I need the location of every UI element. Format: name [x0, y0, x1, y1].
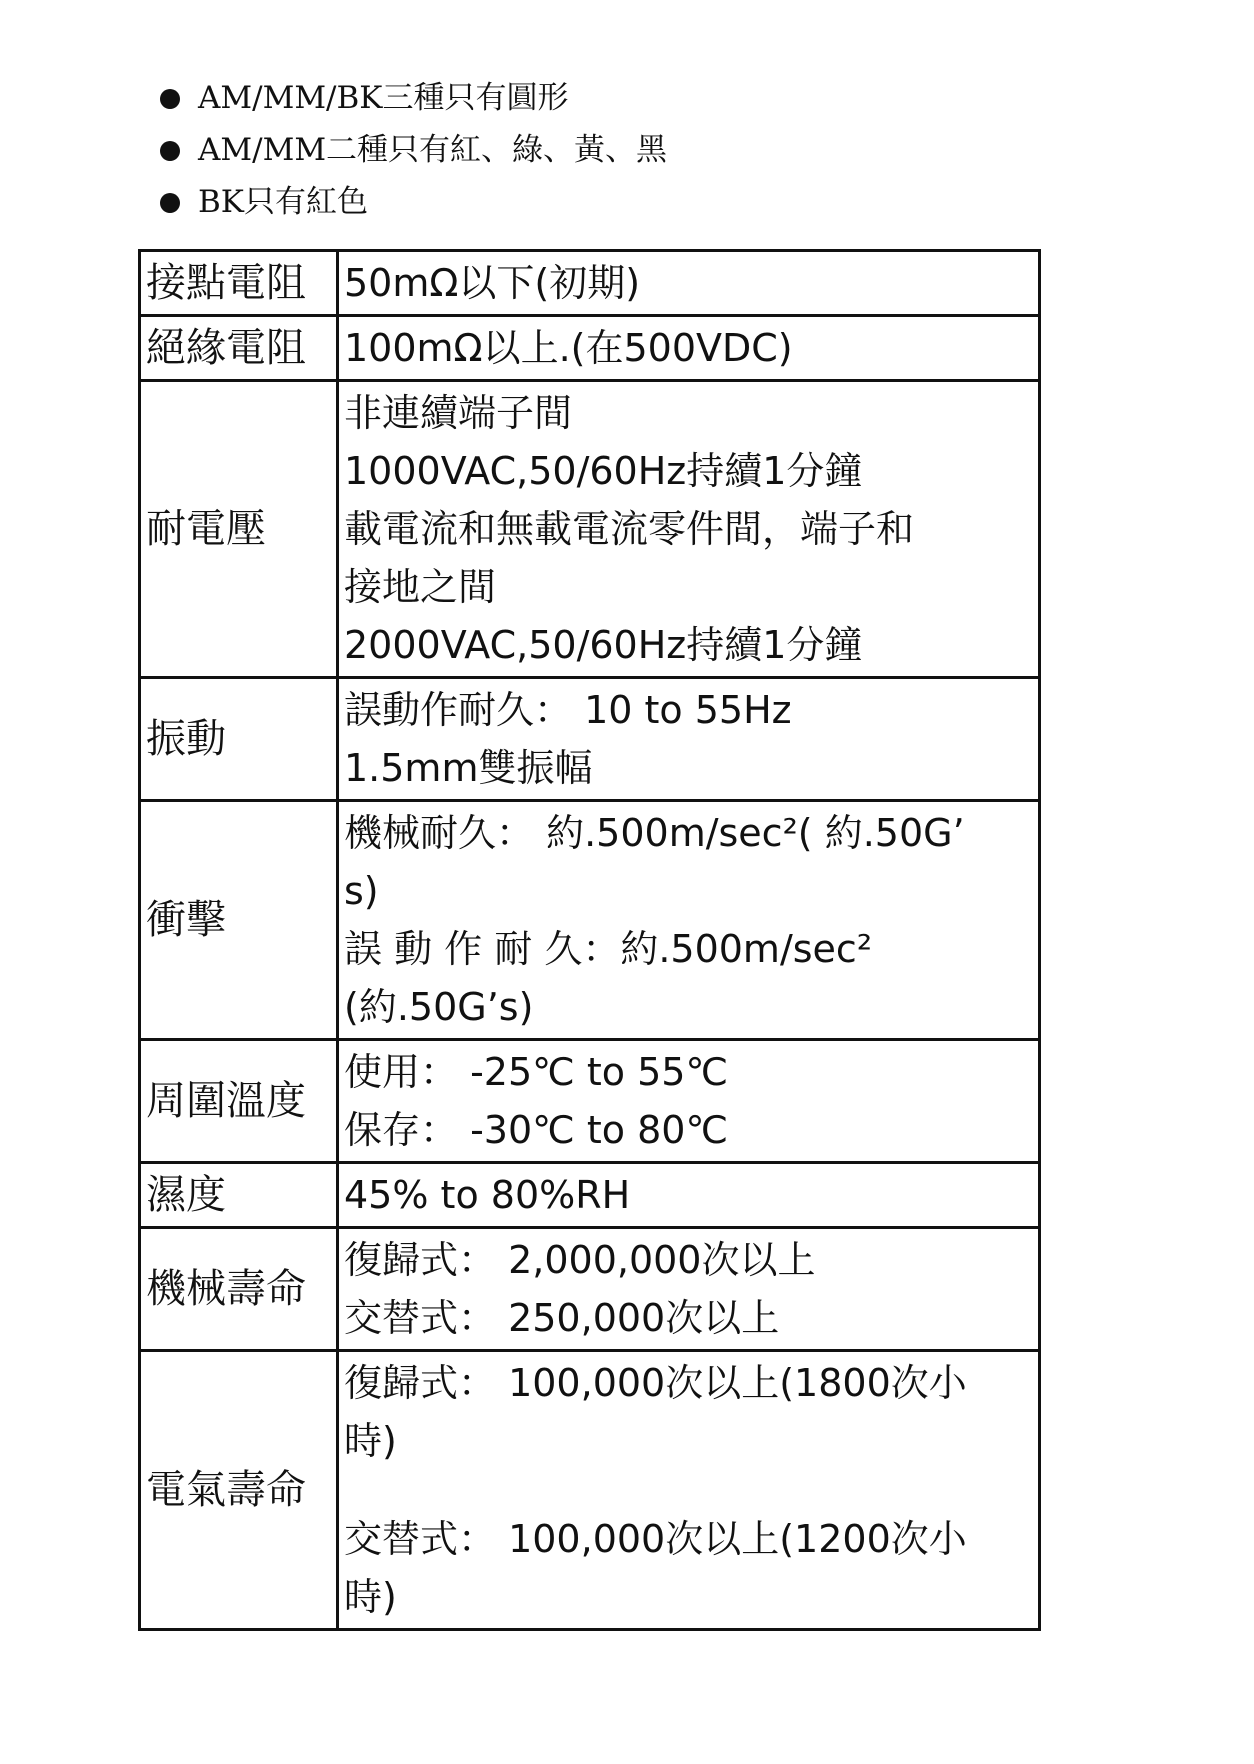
value-line: 1.5mm雙振幅	[344, 746, 593, 790]
row-label: 電氣壽命	[140, 1351, 338, 1630]
value-line: 載電流和無載電流零件間，端子和	[344, 507, 915, 551]
value-line: 復歸式： 100,000次以上(1800次小	[344, 1361, 967, 1405]
row-value	[338, 251, 1040, 316]
row-label: 周圍溫度	[140, 1040, 338, 1163]
table-row-electrical-life	[140, 1351, 1040, 1630]
table-row-ambient-temperature	[140, 1040, 1040, 1163]
bullet-item	[160, 130, 667, 182]
value-line: 時)	[344, 1575, 397, 1619]
row-label: 耐電壓	[140, 381, 338, 678]
value-line: 保存： -30℃ to 80℃	[344, 1108, 729, 1152]
bullet-text: BK只有紅色	[198, 184, 368, 220]
value-line: s)	[344, 869, 379, 913]
table-row-vibration	[140, 678, 1040, 801]
table-row-humidity	[140, 1163, 1040, 1228]
bullet-text: AM/MM/BK三種只有圓形	[198, 80, 569, 116]
row-value	[338, 1228, 1040, 1351]
table-row-mechanical-life	[140, 1228, 1040, 1351]
table-row-withstand-voltage	[140, 381, 1040, 678]
row-value	[338, 1163, 1040, 1228]
value-line: 誤 動 作 耐 久：約.500m/sec²	[344, 927, 873, 971]
value-line: 45% to 80%RH	[344, 1173, 631, 1217]
value-line: 1000VAC,50/60Hz持續1分鐘	[344, 449, 863, 493]
value-line: 交替式： 250,000次以上	[344, 1296, 780, 1340]
row-value	[338, 1040, 1040, 1163]
row-value	[338, 801, 1040, 1040]
table-row-insulation-resistance	[140, 316, 1040, 381]
value-line: 復歸式： 2,000,000次以上	[344, 1238, 816, 1282]
row-label: 接點電阻	[140, 251, 338, 316]
bullet-item	[160, 78, 667, 130]
spacer	[344, 1470, 1033, 1510]
value-line: 誤動作耐久： 10 to 55Hz	[344, 688, 792, 732]
value-line: 使用： -25℃ to 55℃	[344, 1050, 729, 1094]
value-line: 時)	[344, 1419, 397, 1463]
table-row-contact-resistance	[140, 251, 1040, 316]
value-line: 接地之間	[344, 565, 497, 609]
spec-table	[138, 249, 1041, 1631]
row-value	[338, 381, 1040, 678]
bullet-dot-icon	[160, 89, 180, 109]
bullet-item	[160, 182, 667, 234]
value-line: 100mΩ以上.(在500VDC)	[344, 326, 793, 370]
row-value	[338, 1351, 1040, 1630]
bullet-dot-icon	[160, 141, 180, 161]
row-label: 機械壽命	[140, 1228, 338, 1351]
value-line: 交替式： 100,000次以上(1200次小	[344, 1517, 967, 1561]
value-line: 機械耐久： 約.500m/sec²( 約.50G’	[344, 811, 965, 855]
row-value	[338, 316, 1040, 381]
table-row-shock	[140, 801, 1040, 1040]
value-line: 50mΩ以下(初期)	[344, 261, 641, 305]
bullet-list	[160, 78, 667, 234]
bullet-dot-icon	[160, 193, 180, 213]
row-label: 衝擊	[140, 801, 338, 1040]
row-label: 絕緣電阻	[140, 316, 338, 381]
value-line: 2000VAC,50/60Hz持續1分鐘	[344, 623, 863, 667]
row-label: 濕度	[140, 1163, 338, 1228]
value-line: 非連續端子間	[344, 391, 573, 435]
row-label: 振動	[140, 678, 338, 801]
bullet-text: AM/MM二種只有紅、綠、黃、黑	[198, 132, 668, 168]
value-line: (約.50G’s)	[344, 985, 534, 1029]
row-value	[338, 678, 1040, 801]
